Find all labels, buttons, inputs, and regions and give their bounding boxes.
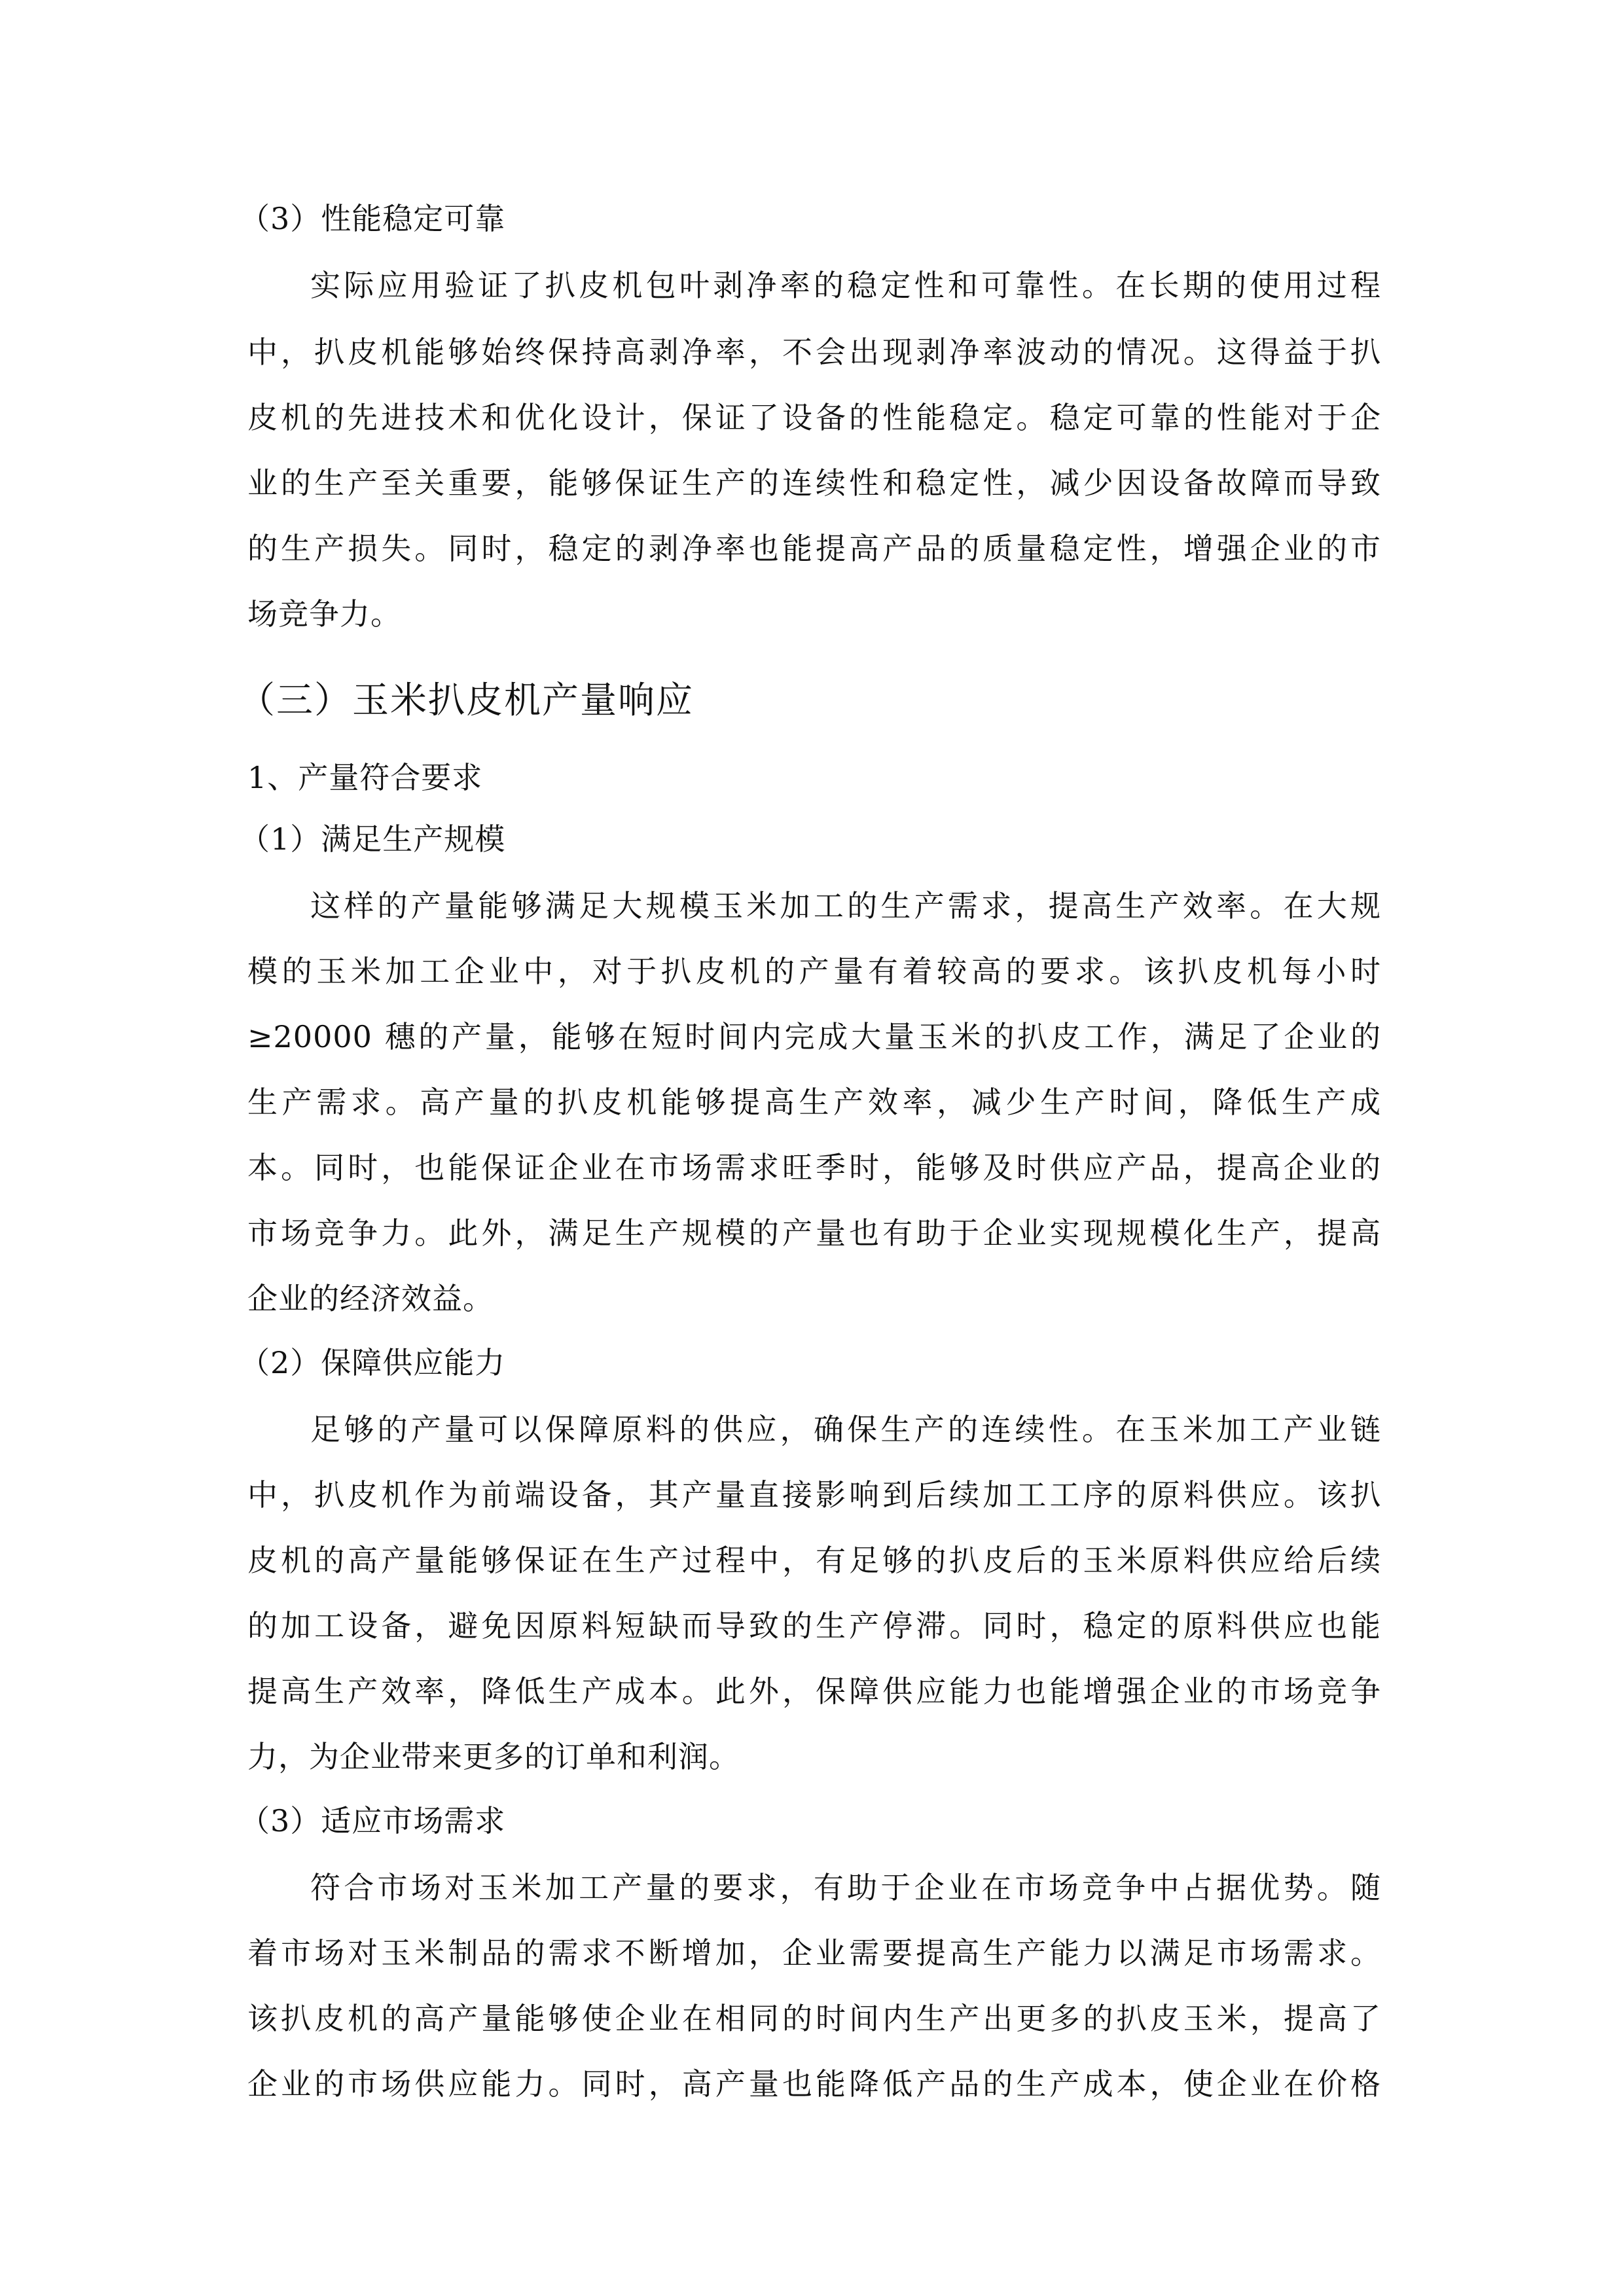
text-line: 该扒皮机的高产量能够使企业在相同的时间内生产出更多的扒皮玉米，提高了 bbox=[247, 2001, 1381, 2036]
text-line: 中，扒皮机作为前端设备，其产量直接影响到后续加工工序的原料供应。该扒 bbox=[247, 1477, 1381, 1513]
text-line: 力，为企业带来更多的订单和利润。 bbox=[247, 1739, 740, 1774]
text-line: 实际应用验证了扒皮机包叶剥净率的稳定性和可靠性。在长期的使用过程 bbox=[310, 268, 1381, 303]
text-line: 模的玉米加工企业中，对于扒皮机的产量有着较高的要求。该扒皮机每小时 bbox=[247, 954, 1381, 989]
text-line: 符合市场对玉米加工产量的要求，有助于企业在市场竞争中占据优势。随 bbox=[310, 1870, 1381, 1905]
text-line: 的加工设备，避免因原料短缺而导致的生产停滞。同时，稳定的原料供应也能 bbox=[247, 1608, 1381, 1643]
subheading-market-demand: （3）适应市场需求 bbox=[240, 1803, 506, 1839]
text-line: ≥20000 穗的产量，能够在短时间内完成大量玉米的扒皮工作，满足了企业的 bbox=[247, 1019, 1381, 1054]
text-line: 的生产损失。同时，稳定的剥净率也能提高产品的质量稳定性，增强企业的市 bbox=[247, 531, 1381, 566]
text-line: 市场竞争力。此外，满足生产规模的产量也有助于企业实现规模化生产，提高 bbox=[247, 1215, 1381, 1251]
text-line: 场竞争力。 bbox=[247, 596, 401, 632]
list-item-heading: 1、产量符合要求 bbox=[247, 760, 483, 795]
text-line: 皮机的高产量能够保证在生产过程中，有足够的扒皮后的玉米原料供应给后续 bbox=[247, 1543, 1381, 1578]
text-line: 中，扒皮机能够始终保持高剥净率，不会出现剥净率波动的情况。这得益于扒 bbox=[247, 334, 1381, 370]
text-line: 企业的经济效益。 bbox=[247, 1281, 494, 1316]
text-line: 着市场对玉米制品的需求不断增加，企业需要提高生产能力以满足市场需求。 bbox=[247, 1935, 1381, 1971]
subheading-production-scale: （1）满足生产规模 bbox=[240, 821, 506, 857]
text-line: 提高生产效率，降低生产成本。此外，保障供应能力也能增强企业的市场竞争 bbox=[247, 1674, 1381, 1709]
text-line: 本。同时，也能保证企业在市场需求旺季时，能够及时供应产品，提高企业的 bbox=[247, 1150, 1381, 1185]
subheading-stable-performance: （3）性能稳定可靠 bbox=[240, 201, 506, 236]
text-line: 足够的产量可以保障原料的供应，确保生产的连续性。在玉米加工产业链 bbox=[310, 1412, 1381, 1447]
text-line: 生产需求。高产量的扒皮机能够提高生产效率，减少生产时间，降低生产成 bbox=[247, 1085, 1381, 1120]
subheading-supply-capacity: （2）保障供应能力 bbox=[240, 1345, 506, 1380]
text-line: 业的生产至关重要，能够保证生产的连续性和稳定性，减少因设备故障而导致 bbox=[247, 465, 1381, 501]
text-line: 这样的产量能够满足大规模玉米加工的生产需求，提高生产效率。在大规 bbox=[310, 888, 1381, 924]
section-heading: （三）玉米扒皮机产量响应 bbox=[238, 679, 694, 722]
text-line: 企业的市场供应能力。同时，高产量也能降低产品的生产成本，使企业在价格 bbox=[247, 2066, 1381, 2102]
text-line: 皮机的先进技术和优化设计，保证了设备的性能稳定。稳定可靠的性能对于企 bbox=[247, 400, 1381, 435]
